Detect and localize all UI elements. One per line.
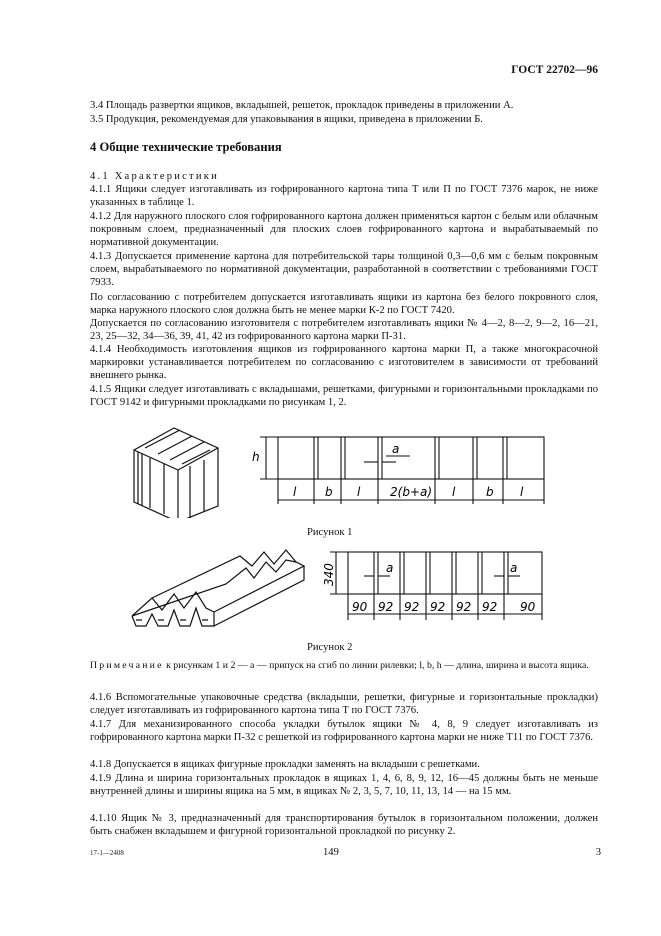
paragraph-4-1-3-b: По согласованию с потребителем допускается изготавливать ящики из картона без белого покровного слоя, марка наружного плоского слоя должна быть не менее марки К-2 по ГОСТ 7420.	[90, 292, 598, 317]
figure-1-label-h: h	[252, 450, 260, 464]
paragraph-4-1-8: 4.1.8 Допускается в ящиках фигурные прокладки заменять на вкладыши с решетками.	[90, 759, 480, 770]
paragraph-4-1-10: 4.1.10 Ящик № 3, предназначенный для транспортирования бутылок в горизонтальном положении, должен быть снабжен вкладышем и фигурной горизонтальной прокладкой по рисунку 2.	[90, 813, 598, 838]
sheet-number: 3	[595, 847, 601, 858]
paragraph-4-1-1: 4.1.1 Ящики следует изготавливать из гофрированного картона типа Т или П по ГОСТ 7376 марок, не ниже указанных в таблице 1.	[90, 184, 598, 209]
figure-2-label-height: 340	[322, 563, 336, 586]
paragraph-3-4: 3.4 Площадь развертки ящиков, вкладышей, решеток, прокладок приведены в приложении А.	[90, 100, 514, 111]
paragraph-4-1-3-c: Допускается по согласованию изготовителя с потребителем изготавливать ящики № 4—2, 8—2, 9—2, 16—21, 23, 25—32, 34—36, 39, 41, 42 из гофрированного картона марки П-31.	[90, 318, 598, 343]
standard-header: ГОСТ 22702—96	[511, 64, 598, 76]
paragraph-4-1-9: 4.1.9 Длина и ширина горизонтальных прокладок в ящиках 1, 4, 6, 8, 9, 12, 16—45 должны быть не меньше внутренней длины и ширины ящика на 5 мм, в ящиках № 2, 3, 5, 7, 10, 11, 13, 14 — на 15 мм.	[90, 773, 598, 798]
box-with-insert-drawing	[134, 428, 218, 518]
figure-2-dim: 92	[456, 600, 472, 614]
figure-1-dim: b	[486, 485, 494, 499]
figure-note	[90, 660, 598, 672]
figure-2-dim: 90	[352, 600, 368, 614]
note-text: к рисункам 1 и 2 — а — припуск на сгиб по линии рилевки; l, b, h — длина, ширина и высота ящика.	[163, 660, 589, 671]
figured-pad-drawing	[132, 550, 304, 626]
figure-2-dim: 92	[404, 600, 420, 614]
paragraph-4-1-2: 4.1.2 Для наружного плоского слоя гофрированного картона должен применяться картон с белым или облачным покровным слоем, предназначенный для плоских слоев гофрированного картона и вырабатываемый по нормативной документации.	[90, 211, 598, 249]
footer-code: 17-1—2408	[90, 849, 124, 857]
figure-2-dim: 92	[430, 600, 446, 614]
figure-1-dim: 2(b+a)	[390, 485, 433, 499]
figure-2-label-a1: a	[386, 561, 394, 575]
figure-1-dim: l	[357, 485, 361, 499]
figure-1-caption: Рисунок 1	[307, 527, 353, 538]
paragraph-4-1-title: 4.1 Характеристики	[90, 171, 219, 182]
figure-2	[128, 546, 548, 630]
paragraph-4-1-4: 4.1.4 Необходимость изготовления ящиков из гофрированного картона марки П, а также многокрасочной маркировки устанавливается потребителем по согласованию с изготовителем в зависимости от требований внешнего рынка.	[90, 344, 598, 382]
paragraph-4-1-5: 4.1.5 Ящики следует изготавливать с вкладышами, решетками, фигурными и горизонтальными прокладками по ГОСТ 9142 и фигурными прокладками по рисункам 1, 2.	[90, 384, 598, 409]
figure-1-dim: b	[325, 485, 333, 499]
figure-1-dim: l	[520, 485, 524, 499]
figure-2-label-a2: a	[510, 561, 518, 575]
section-title: 4 Общие технические требования	[90, 140, 282, 154]
figure-2-dim: 92	[482, 600, 498, 614]
page-number: 149	[323, 847, 339, 858]
figure-2-dim: 92	[378, 600, 394, 614]
figure-1-dim: l	[293, 485, 297, 499]
figure-1-dim: l	[452, 485, 456, 499]
paragraph-3-5: 3.5 Продукция, рекомендуемая для упаковывания в ящики, приведена в приложении Б.	[90, 114, 483, 125]
figure-2-dim: 90	[520, 600, 536, 614]
figure-2-caption: Рисунок 2	[307, 642, 353, 653]
figure-1	[120, 418, 560, 518]
paragraph-4-1-6: 4.1.6 Вспомогательные упаковочные средства (вкладыши, решетки, фигурные и горизонтальные прокладки) следует изготавливать из гофрированного картона типа Т по ГОСТ 7376.	[90, 692, 598, 717]
note-label: Примечание	[90, 660, 164, 671]
paragraph-4-1-7: 4.1.7 Для механизированного способа укладки бутылок ящики № 4, 8, 9 следует изготавливать из гофрированного картона марки П-32 с решеткой из гофрированного картона марки не ниже Т11 по ГОСТ 7376.	[90, 719, 598, 744]
figure-1-label-a: a	[392, 442, 400, 456]
paragraph-4-1-3: 4.1.3 Допускается применение картона для потребительской тары толщиной 0,3—0,6 мм с белым покровным слоем, вырабатываемого по нормативной документации, разработанной в соответствии с требованиями ГОСТ 7933.	[90, 251, 598, 289]
